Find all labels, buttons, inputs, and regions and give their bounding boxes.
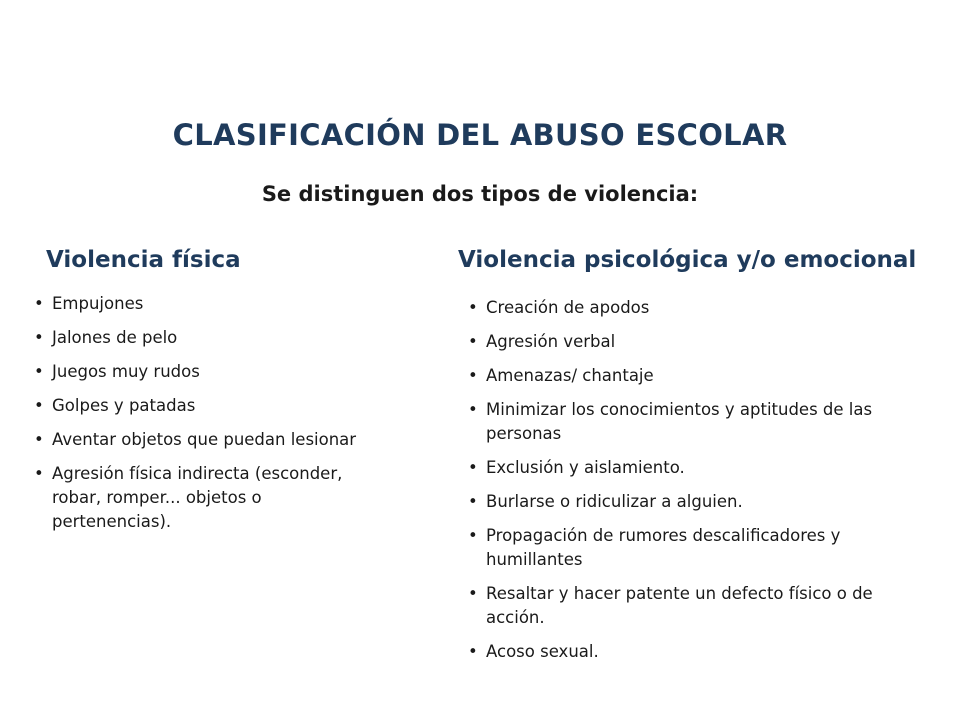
list-item: • Amenazas/ chantaje <box>466 364 936 388</box>
list-item: • Minimizar los conocimientos y aptitudes de las personas <box>466 398 936 446</box>
psychological-violence-heading: Violencia psicológica y/o emocional <box>458 247 917 273</box>
physical-violence-heading: Violencia física <box>46 247 241 273</box>
list-item: • Juegos muy rudos <box>32 360 362 384</box>
list-item: • Aventar objetos que puedan lesionar <box>32 428 362 452</box>
list-item: • Agresión física indirecta (esconder, robar, romper... objetos o pertenencias). <box>32 462 362 534</box>
list-item: • Empujones <box>32 292 362 316</box>
psychological-violence-list <box>466 296 936 674</box>
list-item: • Creación de apodos <box>466 296 936 320</box>
list-item: • Agresión verbal <box>466 330 936 354</box>
list-item: • Resaltar y hacer patente un defecto físico o de acción. <box>466 582 936 630</box>
physical-violence-list <box>32 292 362 544</box>
list-item: • Propagación de rumores descalificadores y humillantes <box>466 524 936 572</box>
slide-subtitle: Se distinguen dos tipos de violencia: <box>261 182 699 206</box>
slide-title: CLASIFICACIÓN DEL ABUSO ESCOLAR <box>172 118 788 152</box>
list-item: • Exclusión y aislamiento. <box>466 456 936 480</box>
list-item: • Acoso sexual. <box>466 640 936 664</box>
list-item: • Golpes y patadas <box>32 394 362 418</box>
list-item: • Jalones de pelo <box>32 326 362 350</box>
list-item: • Burlarse o ridiculizar a alguien. <box>466 490 936 514</box>
